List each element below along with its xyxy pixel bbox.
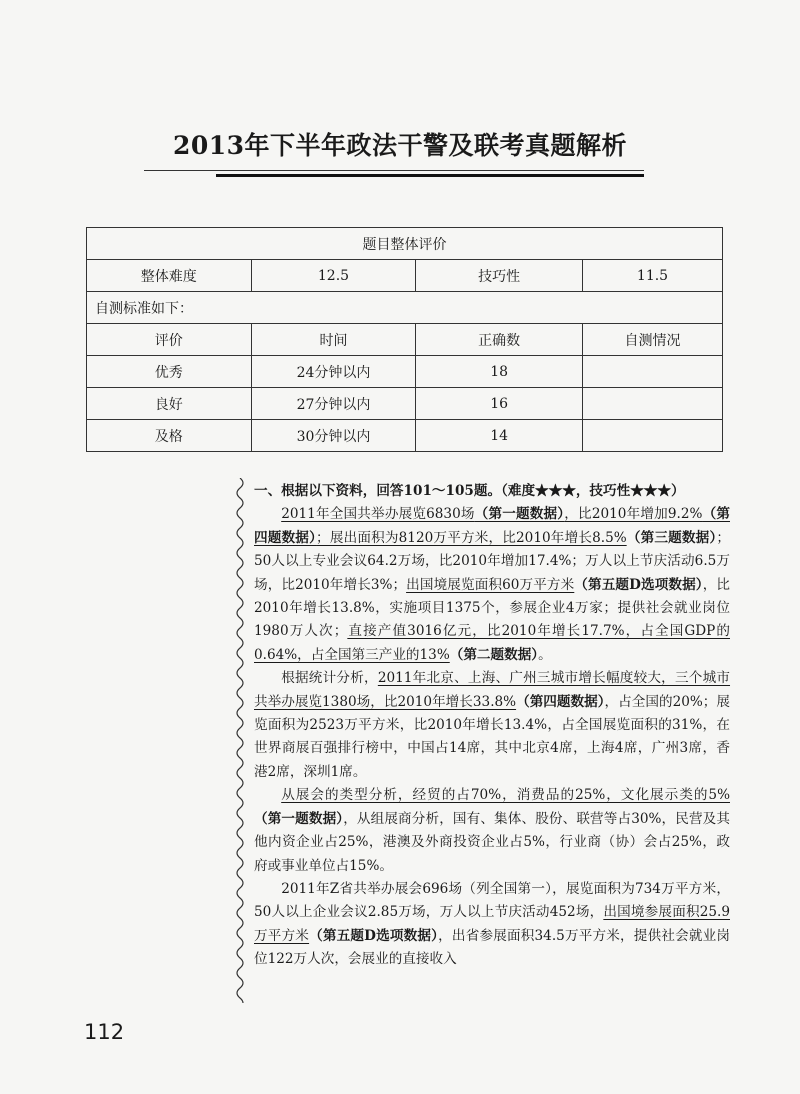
title-rule-thin bbox=[144, 170, 644, 171]
title-rule-thick bbox=[216, 174, 644, 177]
table-cell: 18 bbox=[416, 356, 583, 388]
table-cell: 整体难度 bbox=[87, 260, 252, 292]
table-cell: 14 bbox=[416, 420, 583, 452]
paragraph-1: 2011年全国共举办展览6830场（第一题数据），比2010年增加9.2%（第四题数据）；展出面积为8120万平方米，比2010年增长8.5%（第三题数据）；50人以上专业会议64.2万场，比2010年增加17.4%；万人以上节庆活动6.5万场，比2010年增长3%；出国境展览面积60万平方米（第五题D选项数据），比2010年增长13.8%，实施项目1375个，参展企业4万家；提供社会就业岗位1980万人次；直接产值3016亿元，比2010年增长17.7%，占全国GDP的0.64%，占全国第三产业的13%（第二题数据）。 bbox=[254, 506, 731, 663]
table-cell: 优秀 bbox=[87, 356, 252, 388]
wavy-margin-line bbox=[232, 478, 248, 1003]
table-col-header: 评价 bbox=[87, 324, 252, 356]
paragraph-3: 从展会的类型分析，经贸的占70%，消费品的25%，文化展示类的5%（第一题数据），从组展商分析，国有、集体、股份、联营等占30%，民营及其他内资企业占25%，港澳及外商投资企业占5%，行业商（协）会占25%，政府或事业单位占15%。 bbox=[254, 787, 730, 874]
table-cell: 良好 bbox=[87, 388, 252, 420]
self-test-cell bbox=[582, 356, 722, 388]
table-cell: 技巧性 bbox=[416, 260, 583, 292]
table-col-header: 时间 bbox=[251, 324, 416, 356]
table-cell: 30分钟以内 bbox=[251, 420, 416, 452]
article bbox=[254, 480, 730, 972]
table-cell: 24分钟以内 bbox=[251, 356, 416, 388]
paragraph-2: 根据统计分析，2011年北京、上海、广州三城市增长幅度较大，三个城市共举办展览1380场，比2010年增长33.8%（第四题数据），占全国的20%；展览面积为2523万平方米，比2010年增长13.4%，占全国展览面积的31%，在世界商展百强排行榜中，中国占14席，其中北京4席，上海4席，广州3席，香港2席，深圳1席。 bbox=[254, 670, 731, 780]
self-test-cell bbox=[582, 388, 722, 420]
page-title: 2013年下半年政法干警及联考真题解析 bbox=[172, 131, 628, 160]
table-cell: 11.5 bbox=[582, 260, 722, 292]
table-row bbox=[87, 420, 723, 452]
table-note-row bbox=[87, 292, 723, 324]
table-note: 自测标准如下： bbox=[87, 292, 723, 324]
table-row bbox=[87, 356, 723, 388]
table-col-header: 自测情况 bbox=[582, 324, 722, 356]
question-heading: 一、根据以下资料，回答101～105题。（难度★★★，技巧性★★★） bbox=[254, 483, 685, 499]
table-row bbox=[87, 388, 723, 420]
paragraph-4: 2011年Z省共举办展会696场（列全国第一），展览面积为734万平方米，50人以上企业会议2.85万场，万人以上节庆活动452场，出国境参展面积25.9万平方米（第五题D选项数据），出省参展面积34.5万平方米，提供社会就业岗位122万人次，会展业的直接收入 bbox=[254, 880, 730, 968]
table-col-header: 正确数 bbox=[416, 324, 583, 356]
table-cell: 及格 bbox=[87, 420, 252, 452]
table-cell: 12.5 bbox=[251, 260, 416, 292]
self-test-cell bbox=[582, 420, 722, 452]
page-number: 112 bbox=[84, 1020, 125, 1044]
table-col-header-row bbox=[87, 324, 723, 356]
table-header: 题目整体评价 bbox=[87, 228, 723, 260]
table-cell: 27分钟以内 bbox=[251, 388, 416, 420]
table-header-row bbox=[87, 228, 723, 260]
evaluation-table bbox=[86, 227, 723, 452]
table-cell: 16 bbox=[416, 388, 583, 420]
table-row-difficulty bbox=[87, 260, 723, 292]
